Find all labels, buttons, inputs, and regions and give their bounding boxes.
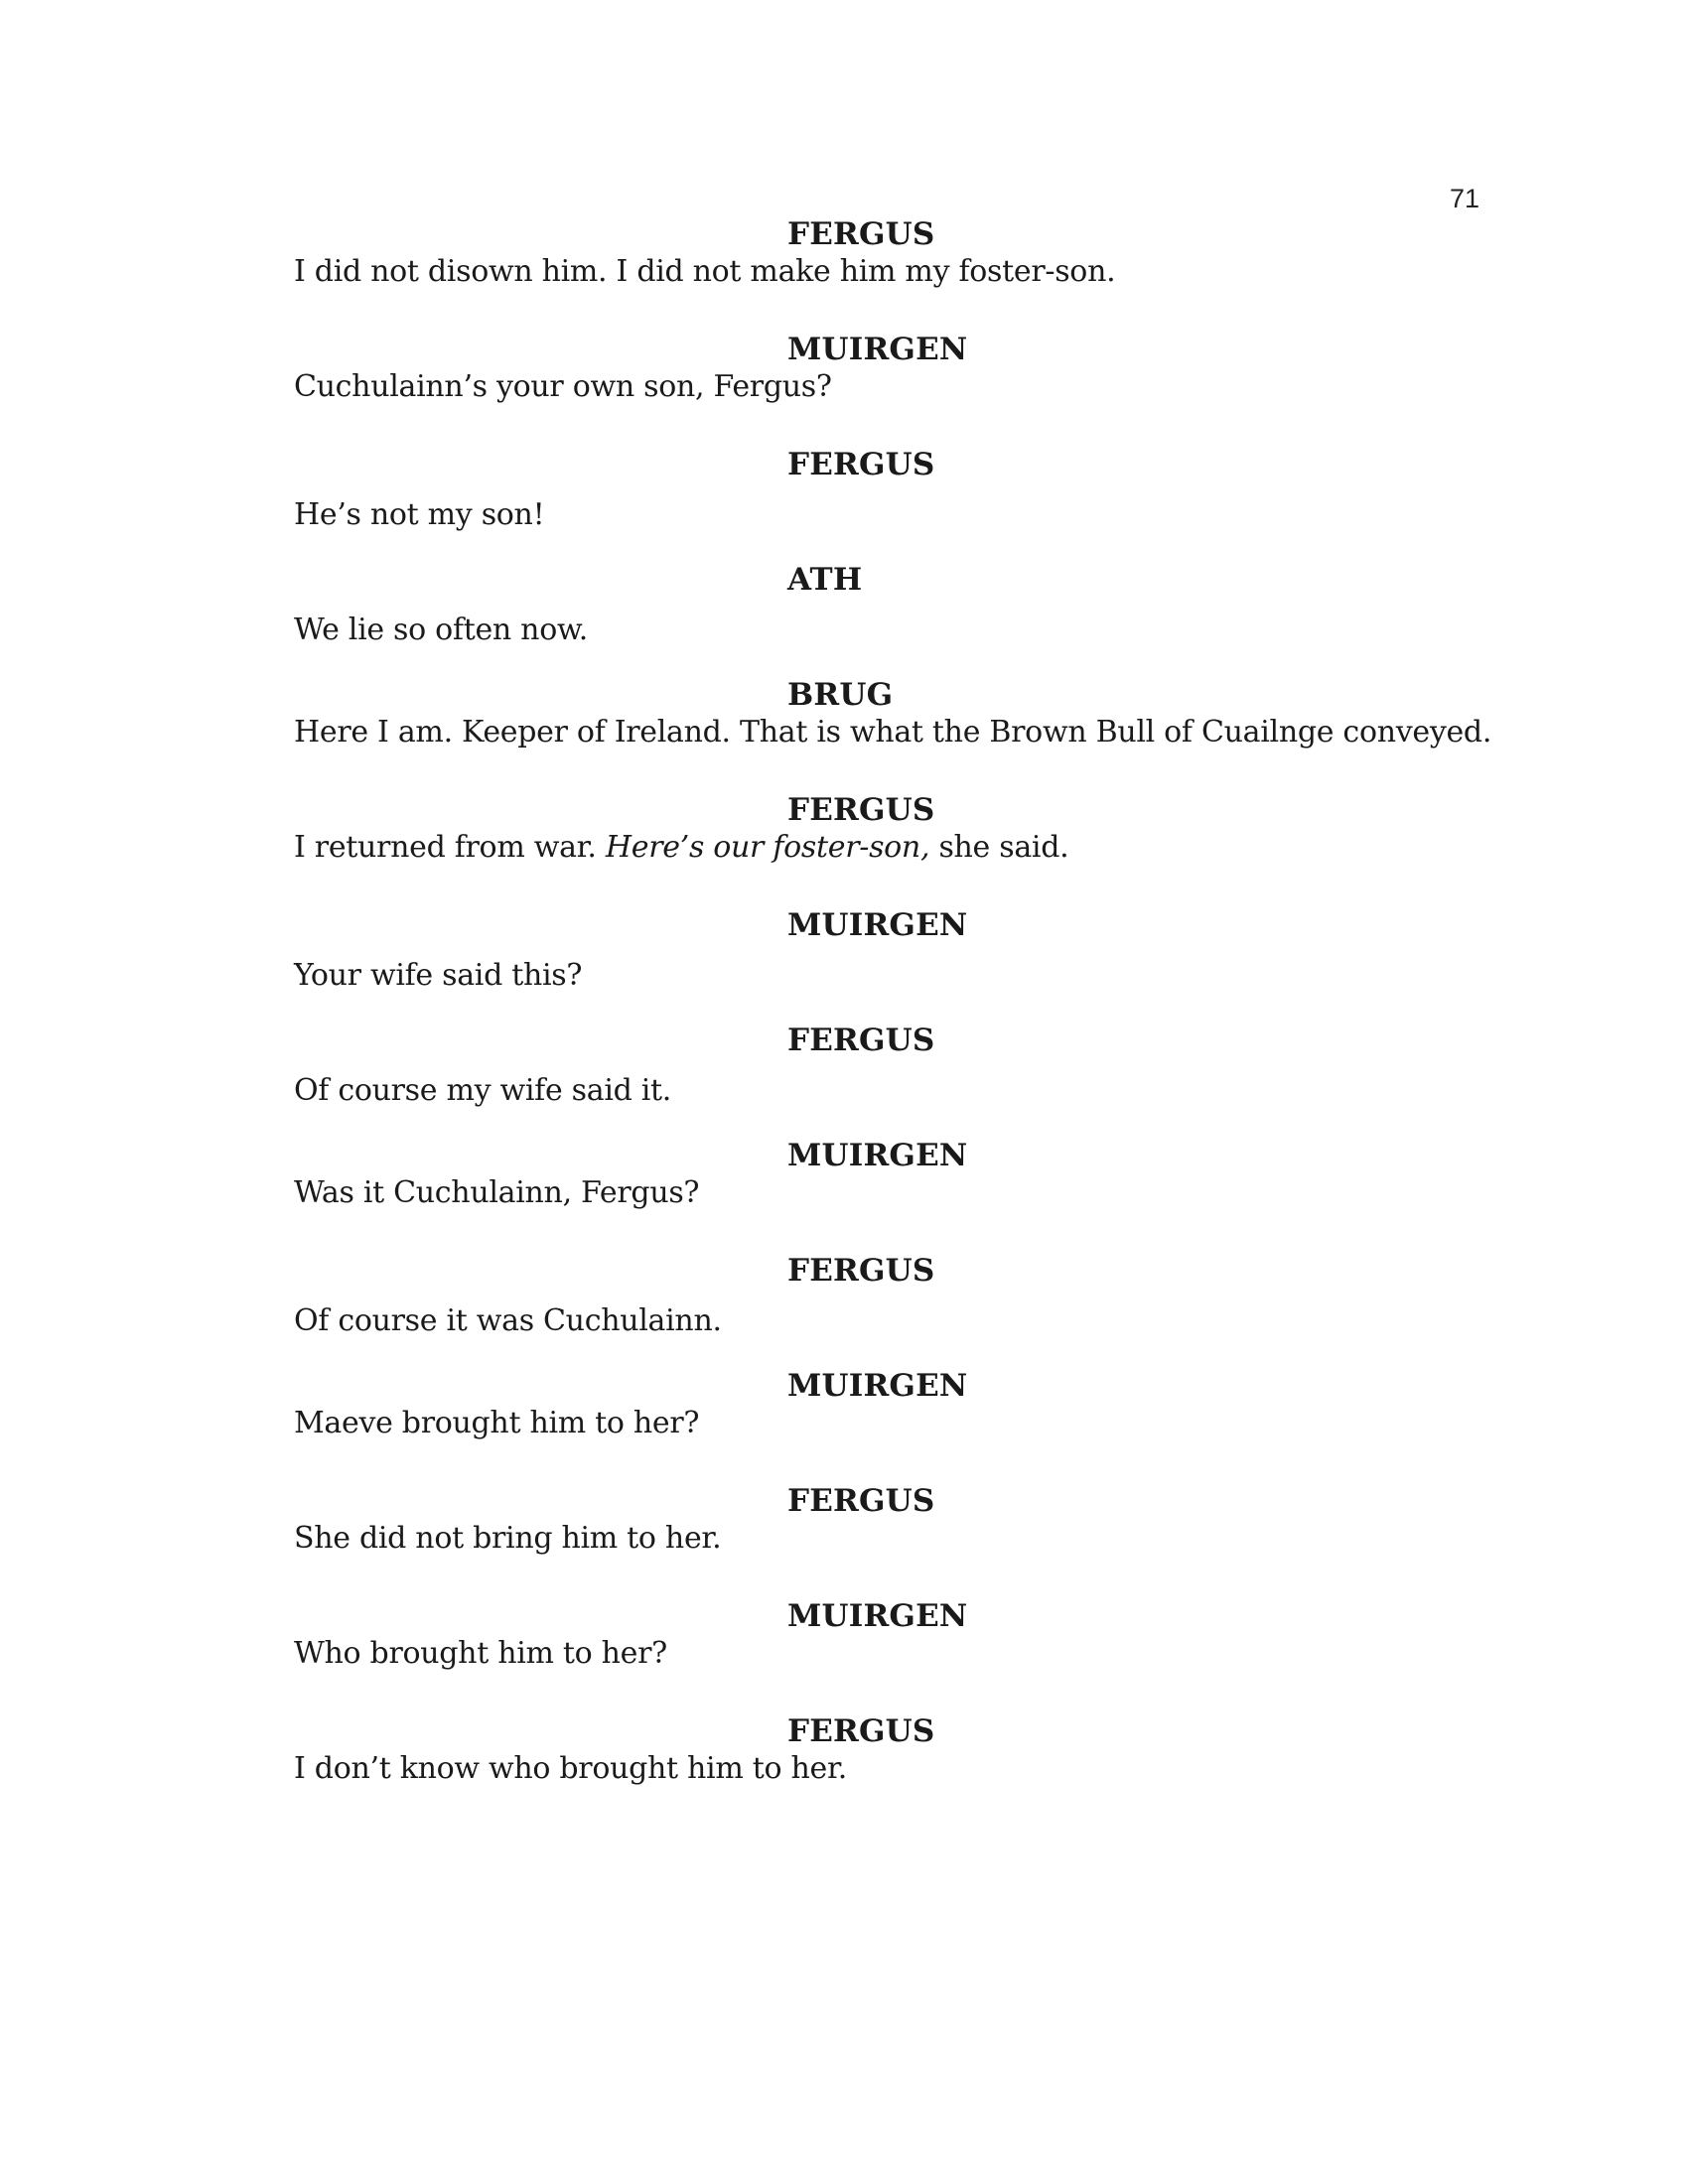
speaker-name: MUIRGEN [787,1138,968,1173]
speech-block [294,1253,1485,1368]
dialogue-text: she said. [929,830,1069,865]
dialogue-line: We lie so often now. [294,613,589,647]
speaker-name: MUIRGEN [787,332,968,367]
speaker-name: FERGUS [787,792,935,828]
dialogue-line: Your wife said this? [294,958,583,993]
script-body [294,216,1492,1829]
page-number: 71 [1450,184,1480,213]
dialogue-line: Here I am. Keeper of Ireland. That is what the Brown Bull of Cuailnge conveyed. [294,715,1492,750]
speech-block [294,562,1485,677]
speech-block [294,1368,1485,1483]
speaker-name: ATH [787,562,863,598]
speech-block [294,332,1485,447]
speech-block [294,216,1485,332]
speaker-name: FERGUS [787,1023,935,1058]
dialogue-line: He’s not my son! [294,497,545,532]
speaker-name: FERGUS [787,447,935,482]
speaker-name: MUIRGEN [787,907,968,943]
speaker-name: FERGUS [787,216,935,252]
dialogue-line [294,830,1068,865]
dialogue-line: Was it Cuchulainn, Fergus? [294,1175,700,1210]
dialogue-line: I did not disown him. I did not make him my foster-son. [294,254,1116,289]
speech-block [294,447,1485,562]
speaker-name: MUIRGEN [787,1368,968,1404]
speech-block [294,1483,1485,1598]
speaker-name: BRUG [787,677,894,713]
speech-block [294,907,1485,1023]
speech-block [294,677,1492,792]
speech-block [294,1138,1485,1253]
speech-block [294,1023,1485,1138]
dialogue-line: She did not bring him to her. [294,1521,722,1556]
dialogue-line: I don’t know who brought him to her. [294,1751,847,1786]
speech-block [294,1713,1485,1829]
italic-quote: Here’s our foster-son, [605,830,930,865]
dialogue-line: Of course my wife said it. [294,1073,672,1108]
speaker-name: MUIRGEN [787,1598,968,1634]
speaker-name: FERGUS [787,1483,935,1519]
dialogue-text: I returned from war. [294,830,606,865]
dialogue-line: Of course it was Cuchulainn. [294,1303,722,1338]
dialogue-line: Maeve brought him to her? [294,1406,700,1440]
dialogue-line: Who brought him to her? [294,1636,667,1671]
speech-block [294,792,1485,907]
dialogue-line: Cuchulainn’s your own son, Fergus? [294,369,832,404]
speech-block [294,1598,1485,1713]
speaker-name: FERGUS [787,1713,935,1749]
speaker-name: FERGUS [787,1253,935,1289]
